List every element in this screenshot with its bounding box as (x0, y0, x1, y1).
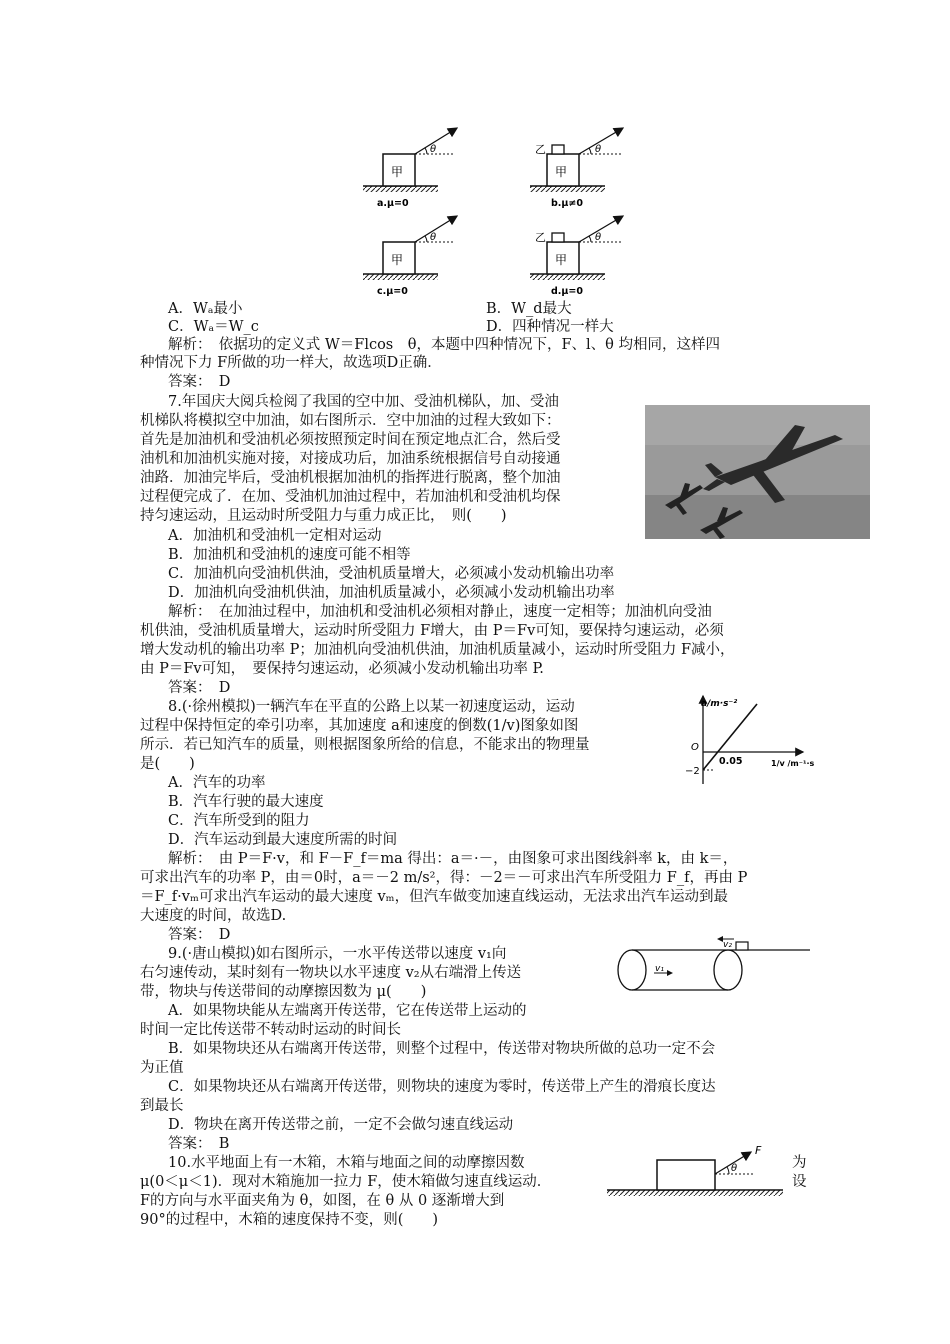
theta-label-a: θ (430, 144, 437, 155)
q7-stem-line: 油路．加油完毕后，受油机根据加油机的指挥进行脱离，整个加油 (140, 470, 561, 486)
q7-analysis-line: 由 P＝Fv可知， 要保持匀速运动，必须减小发动机输出功率 P. (140, 661, 544, 677)
q8-stem-line: 所示．若已知汽车的质量，则根据图象所给的信息，不能求出的物理量 (140, 737, 590, 753)
box-label-a: 甲 (391, 165, 404, 179)
belt-v1-label: v₁ (655, 964, 664, 974)
q9-option-b: B．如果物块还从右端离开传送带，则整个过程中，传送带对物块所做的总功一定不会 (168, 1041, 716, 1057)
q7-stem-line: 首先是加油机和受油机必须按照预定时间在预定地点汇合，然后受 (140, 432, 561, 448)
figure-b (530, 128, 623, 209)
theta-label-d: θ (595, 232, 602, 243)
block (736, 942, 748, 950)
q6-analysis-line: 种情况下力 F所做的功一样大，故选项D正确． (140, 355, 442, 371)
box-pull-figure (605, 1140, 785, 1200)
q9-option-c: C．如果物块还从右端离开传送带，则物块的速度为零时，传送带上产生的滑痕长度达 (168, 1079, 716, 1095)
q7-stem-line: 过程便完成了．在加、受油机加油过程中，若加油机和受油机均保 (140, 489, 561, 505)
theta-label-c: θ (430, 232, 437, 243)
figure-a (363, 128, 457, 209)
graph-origin: O (691, 742, 699, 753)
q9-option-c-cont: 到最长 (140, 1098, 184, 1114)
q6-answer: 答案： D (168, 374, 231, 390)
q8-option-c: C．汽车所受到的阻力 (168, 813, 310, 829)
q9-option-d: D．物块在离开传送带之前，一定不会做匀速直线运动 (168, 1117, 514, 1133)
q7-stem-line: 7.年国庆大阅兵检阅了我国的空中加、受油机梯队，加、受油 (168, 394, 559, 410)
q8-analysis-line: 可求出汽车的功率 P，由＝0时，a＝－2 m/s²，得：－2＝－可求出汽车所受阻力 F_f，再由 P (140, 870, 748, 886)
q10-stem-tail: 设 (792, 1174, 807, 1190)
graph-xval: 0.05 (719, 756, 743, 767)
q10-stem-line: 90°的过程中，木箱的速度保持不变，则( ) (140, 1212, 439, 1228)
graph-yval: −2 (685, 766, 700, 777)
graph-xlabel: 1/v /m⁻¹·s (771, 759, 815, 768)
q8-stem-line: 过程中保持恒定的牵引功率，其加速度 a和速度的倒数(1/v)图象如图 (140, 718, 579, 734)
caption-c: c.μ=0 (377, 286, 408, 297)
caption-a: a.μ=0 (377, 198, 409, 209)
graph-ylabel: a/m·s⁻² (701, 699, 738, 709)
q7-option-b: B．加油机和受油机的速度可能不相等 (168, 547, 411, 563)
q6-analysis-line: 解析： 依据功的定义式 W＝Flcos θ，本题中四种情况下，F、l、θ 均相同，这样四 (168, 337, 721, 353)
q7-stem-line: 油机和加油机实施对接，对接成功后，加油系统根据信号自动接通 (140, 451, 561, 467)
q7-stem-line: 机梯队将模拟空中加油，如右图所示．空中加油的过程大致如下： (140, 413, 561, 429)
acceleration-graph (675, 688, 815, 798)
top-box-label-d: 乙 (535, 231, 546, 244)
q10-stem-line: 10.水平地面上有一木箱，木箱与地面之间的动摩擦因数 (168, 1155, 525, 1171)
box-label-c: 甲 (391, 253, 404, 267)
q7-analysis-line: 增大发动机的输出功率 P；加油机向受油机供油，加油机质量减小，运动时所受阻力 F减小， (140, 642, 735, 658)
q8-stem-line: 8.(·徐州模拟)一辆汽车在平直的公路上以某一初速度运动，运动 (168, 699, 575, 715)
q9-option-b-cont: 为正值 (140, 1060, 184, 1076)
q9-option-a-cont: 时间一定比传送带不转动时运动的时间长 (140, 1022, 401, 1038)
q9-option-a: A．如果物块能从左端离开传送带，它在传送带上运动的 (168, 1003, 527, 1019)
q8-option-b: B．汽车行驶的最大速度 (168, 794, 324, 810)
q8-analysis-line: 解析： 由 P＝F·v，和 F－F_f＝ma 得出：a＝·－，由图象可求出图线斜率 k，由 k＝， (168, 851, 738, 867)
q6-option-d: D．四种情况一样大 (486, 319, 614, 335)
q6-option-b: B．W_d最大 (486, 301, 572, 317)
q8-analysis-line: 大速度的时间，故选D. (140, 908, 287, 924)
q6-option-c: C．Wₐ＝W_c (168, 319, 259, 335)
q10-stem-line: μ(0＜μ＜1)．现对木箱施加一拉力 F，使木箱做匀速直线运动． (140, 1174, 552, 1190)
q7-option-c: C．加油机向受油机供油，受油机质量增大，必须减小发动机输出功率 (168, 566, 615, 582)
q8-analysis-line: ＝F_f·vₘ可求出汽车运动的最大速度 vₘ，但汽车做变加速直线运动，无法求出汽车运动到最 (140, 889, 729, 905)
wooden-box (657, 1160, 715, 1190)
box-label-d: 甲 (555, 253, 568, 267)
caption-b: b.μ≠0 (551, 198, 583, 209)
top-box-label-b: 乙 (535, 143, 546, 156)
conveyor-belt-figure (610, 935, 820, 995)
caption-d: d.μ=0 (551, 286, 583, 297)
q7-answer: 答案： D (168, 680, 231, 696)
q10-stem-tail: 为 (792, 1155, 807, 1171)
q10-stem-line: F的方向与水平面夹角为 θ，如图，在 θ 从 0 逐渐增大到 (140, 1193, 505, 1209)
q7-stem-line: 持匀速运动，且运动时所受阻力与重力成正比， 则( ) (140, 508, 507, 524)
q8-stem-line: 是( ) (140, 756, 195, 772)
q7-option-d: D．加油机向受油机供油，加油机质量减小，必须减小发动机输出功率 (168, 585, 615, 601)
q9-stem-line: 9.(·唐山模拟)如右图所示，一水平传送带以速度 v₁向 (168, 946, 507, 962)
theta-label-b: θ (595, 144, 602, 155)
force-label: F (755, 1144, 762, 1157)
figure-d (530, 216, 623, 297)
box-label-b: 甲 (555, 165, 568, 179)
q8-option-d: D．汽车运动到最大速度所需的时间 (168, 832, 398, 848)
q7-option-a: A．加油机和受油机一定相对运动 (168, 528, 382, 544)
box-theta-label: θ (731, 1163, 738, 1174)
refueling-aircraft-photo (645, 405, 870, 539)
q8-option-a: A．汽车的功率 (168, 775, 266, 791)
q8-answer: 答案： D (168, 927, 231, 943)
force-figure-grid (355, 118, 675, 300)
q9-stem-line: 右匀速传动，某时刻有一物块以水平速度 v₂从右端滑上传送 (140, 965, 522, 981)
q9-answer: 答案： B (168, 1136, 230, 1152)
q7-analysis-line: 机供油，受油机质量增大，运动时所受阻力 F增大，由 P＝Fv可知，要保持匀速运动，必须 (140, 623, 724, 639)
q7-analysis-line: 解析： 在加油过程中，加油机和受油机必须相对静止，速度一定相等；加油机向受油 (168, 604, 712, 620)
belt-v2-label: v₂ (723, 940, 732, 950)
q9-stem-line: 带，物块与传送带间的动摩擦因数为 μ( ) (140, 984, 427, 1000)
q6-option-a: A．Wₐ最小 (168, 301, 243, 317)
figure-c (363, 216, 457, 297)
